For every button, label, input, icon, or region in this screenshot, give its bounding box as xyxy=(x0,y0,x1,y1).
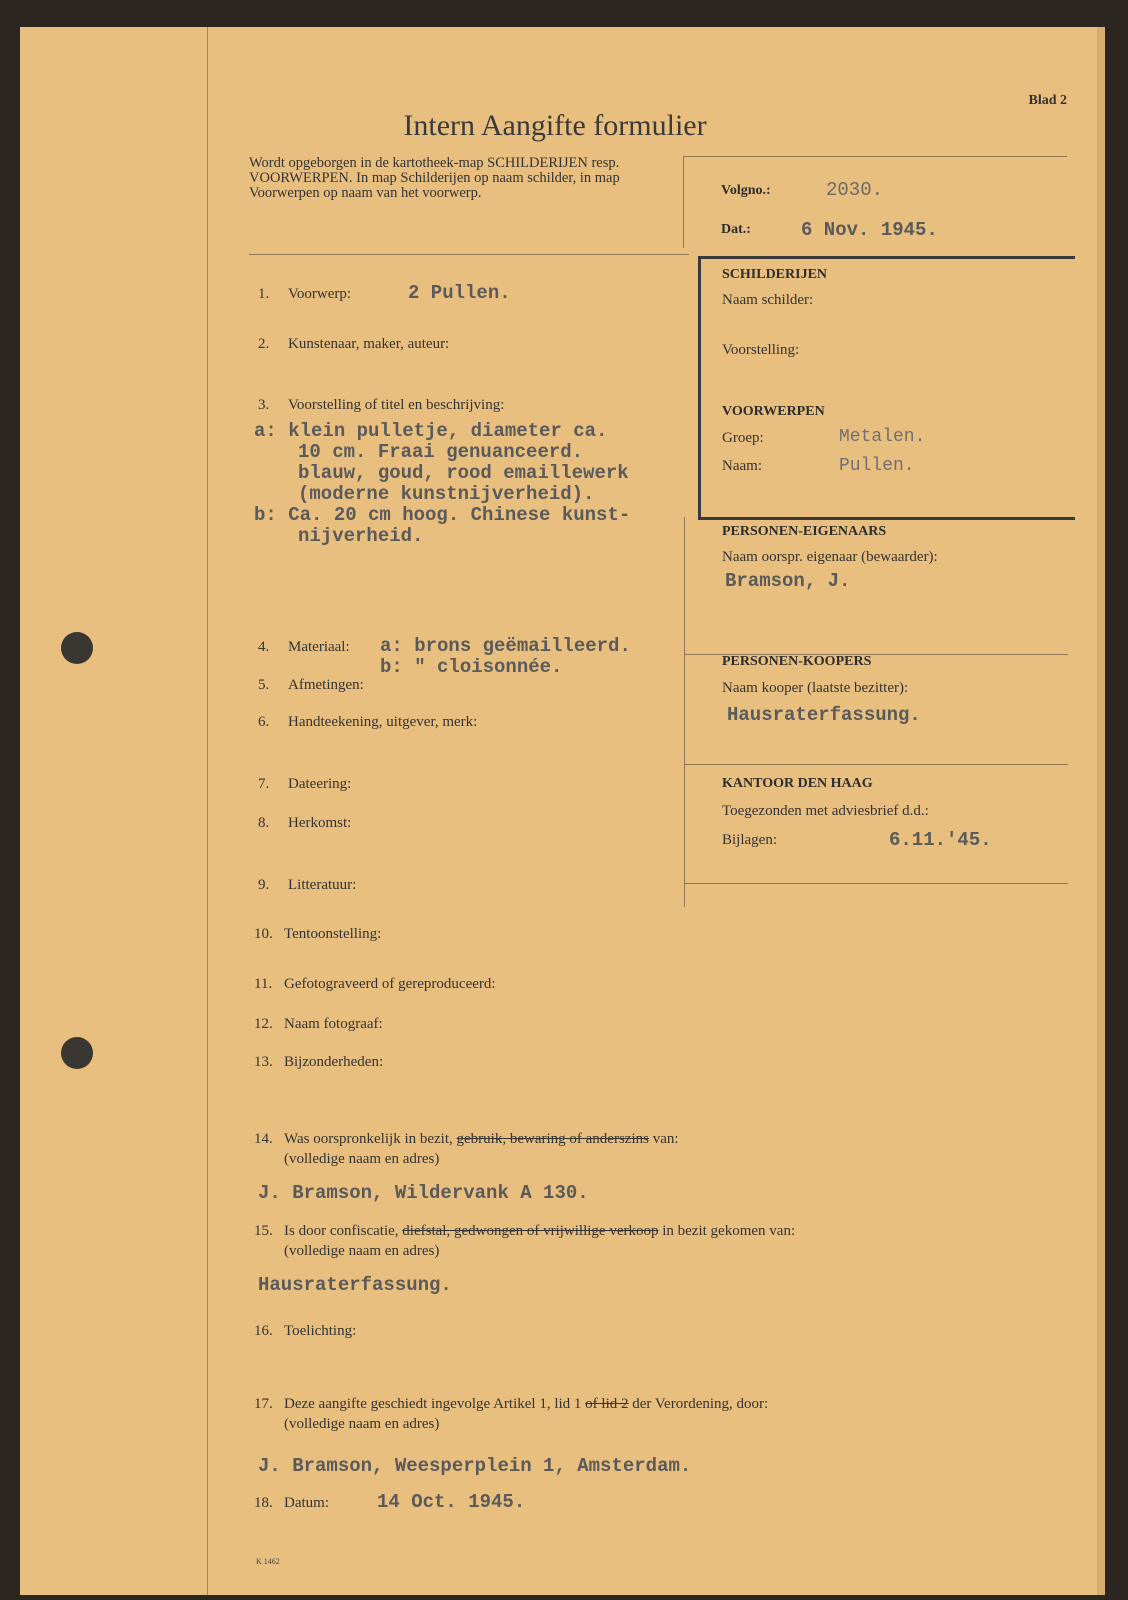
field-3-description xyxy=(254,421,630,547)
naam-value: Pullen. xyxy=(839,456,915,476)
koopers-heading: PERSONEN-KOOPERS xyxy=(722,654,872,669)
field-4-label: 4. Materiaal: xyxy=(258,639,350,655)
field-12-label: 12. Naam fotograaf: xyxy=(254,1016,383,1032)
naam-schilder-label: Naam schilder: xyxy=(722,292,814,308)
field-13-label: 13. Bijzonderheden: xyxy=(254,1054,384,1070)
field-11-label: 11. Gefotograveerd of gereproduceerd: xyxy=(254,976,496,992)
materiaal-line: b: " cloisonnée. xyxy=(380,656,563,678)
eigenaars-heading: PERSONEN-EIGENAARS xyxy=(722,524,887,539)
naam-label: Naam: xyxy=(722,458,762,474)
field-5-label: 5. Afmetingen: xyxy=(258,677,364,693)
field-6-label: 6. Handteekening, uitgever, merk: xyxy=(258,714,478,730)
kooper-value: Hausraterfassung. xyxy=(727,704,921,726)
toegezonden-label: Toegezonden met adviesbrief d.d.: xyxy=(722,803,929,819)
date-value: 6 Nov. 1945. xyxy=(801,219,938,241)
eigenaar-value: Bramson, J. xyxy=(725,570,851,592)
field-17-value: J. Bramson, Weesperplein 1, Amsterdam. xyxy=(258,1455,692,1477)
field-15-value: Hausraterfassung. xyxy=(258,1274,452,1296)
paper-edge xyxy=(1097,27,1105,1595)
intro-rule xyxy=(249,254,689,255)
volgno-value: 2030. xyxy=(826,179,884,201)
koopers-rule xyxy=(684,764,1068,765)
kantoor-heading: KANTOOR DEN HAAG xyxy=(722,776,873,791)
field-1-label: 1. Voorwerp: xyxy=(258,286,352,302)
kantoor-rule xyxy=(684,883,1068,884)
form-sheet xyxy=(20,27,1105,1595)
page-number: Blad 2 xyxy=(1028,93,1067,108)
field-18-label: 18. Datum: xyxy=(254,1495,329,1511)
punch-hole-top xyxy=(61,632,93,664)
field-8-label: 8. Herkomst: xyxy=(258,815,352,831)
voorstelling-label: Voorstelling: xyxy=(722,342,800,358)
groep-label: Groep: xyxy=(722,430,764,446)
schilderijen-heading: SCHILDERIJEN xyxy=(722,267,828,282)
voorwerpen-heading: VOORWERPEN xyxy=(722,404,825,419)
description-line: nijverheid. xyxy=(298,525,424,547)
form-code: K 1462 xyxy=(256,1557,280,1566)
field-7-label: 7. Dateering: xyxy=(258,776,352,792)
description-line: a: klein pulletje, diameter ca. xyxy=(254,420,608,442)
bijlagen-value: 6.11.'45. xyxy=(889,829,992,851)
field-17-label: 17. Deze aangifte geschiedt ingevolge Artikel 1, lid 1 of lid 2 der Verordening, door: xyxy=(254,1396,769,1412)
field-10-label: 10. Tentoonstelling: xyxy=(254,926,382,942)
description-line: b: Ca. 20 cm hoog. Chinese kunst- xyxy=(254,504,631,526)
field-14-value: J. Bramson, Wildervank A 130. xyxy=(258,1182,589,1204)
date-label: Dat.: xyxy=(721,222,751,237)
field-2-label: 2. Kunstenaar, maker, auteur: xyxy=(258,336,450,352)
field-17-sublabel: (volledige naam en adres) xyxy=(284,1416,440,1432)
header-rule xyxy=(683,156,1067,157)
field-9-label: 9. Litteratuur: xyxy=(258,877,357,893)
form-title: Intern Aangifte formulier xyxy=(403,109,707,142)
volgno-label: Volgno.: xyxy=(721,183,771,198)
punch-hole-bottom xyxy=(61,1037,93,1069)
materiaal-line: a: brons geëmailleerd. xyxy=(380,635,631,657)
field-4-value xyxy=(380,636,631,678)
field-15-sublabel: (volledige naam en adres) xyxy=(284,1243,440,1259)
groep-value: Metalen. xyxy=(839,427,926,447)
field-14-label: 14. Was oorspronkelijk in bezit, gebruik, bewaring of anderszins van: xyxy=(254,1131,679,1147)
eigenaar-label: Naam oorspr. eigenaar (bewaarder): xyxy=(722,549,938,565)
field-3-label: 3. Voorstelling of titel en beschrijving: xyxy=(258,397,505,413)
description-line: blauw, goud, rood emaillewerk xyxy=(298,462,629,484)
field-14-sublabel: (volledige naam en adres) xyxy=(284,1151,440,1167)
right-column-border xyxy=(684,517,685,907)
kooper-label: Naam kooper (laatste bezitter): xyxy=(722,680,909,696)
intro-text: Wordt opgeborgen in de kartotheek-map SCHILDERIJEN resp. VOORWERPEN. In map Schilderijen op naam schilder, in map Voorwerpen op naam van het voorwerp. xyxy=(249,155,620,201)
description-line: 10 cm. Fraai genuanceerd. xyxy=(298,441,584,463)
header-divider xyxy=(683,156,684,248)
bijlagen-label: Bijlagen: xyxy=(722,832,777,848)
margin-line xyxy=(207,27,208,1595)
field-1-value: 2 Pullen. xyxy=(408,282,511,304)
field-16-label: 16. Toelichting: xyxy=(254,1323,357,1339)
field-18-value: 14 Oct. 1945. xyxy=(377,1491,526,1513)
description-line: (moderne kunstnijverheid). xyxy=(298,483,595,505)
field-15-label: 15. Is door confiscatie, diefstal, gedwongen of vrijwillige verkoop in bezit gekomen van: xyxy=(254,1223,796,1239)
